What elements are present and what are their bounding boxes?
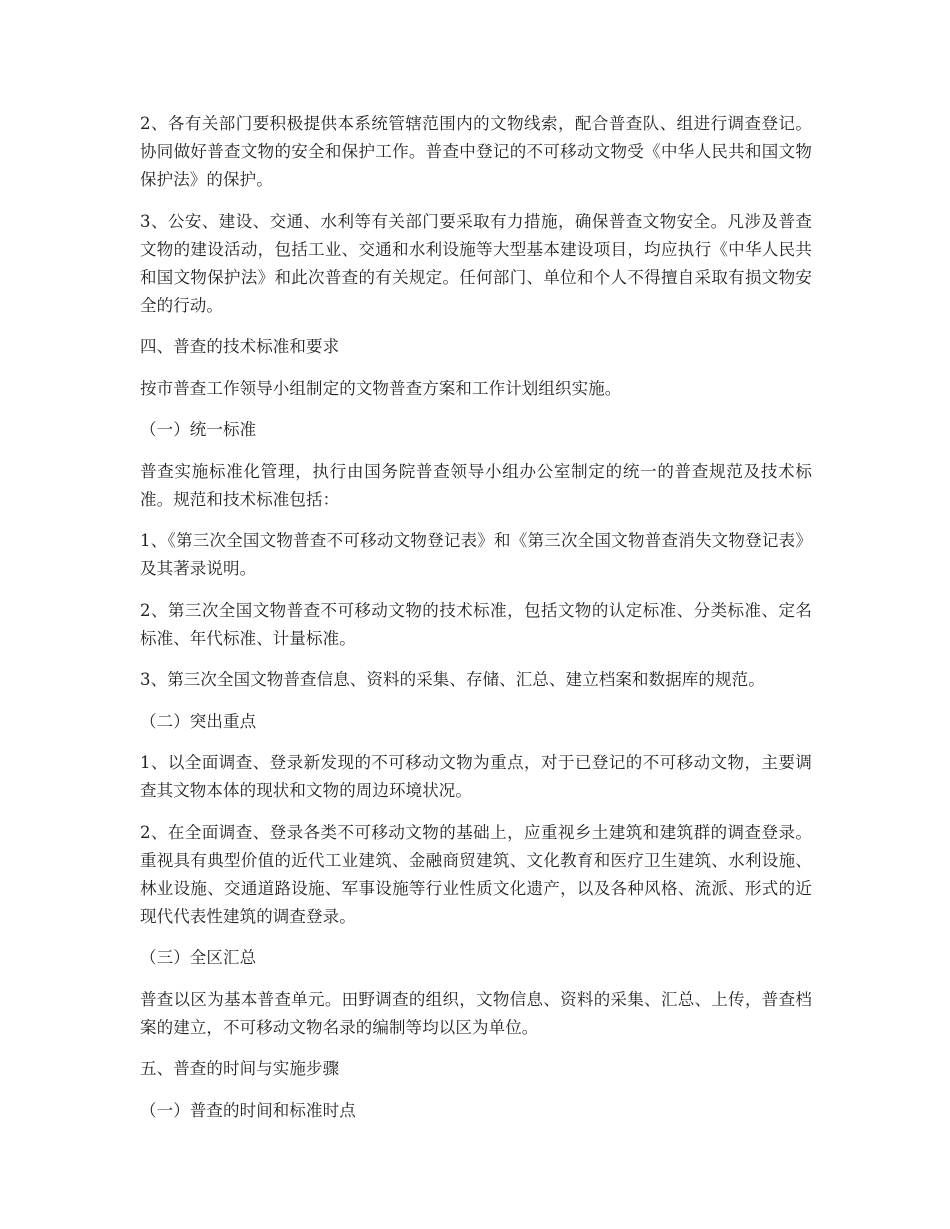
paragraph-departments-cooperation: 2、各有关部门要积极提供本系统管辖范围内的文物线索，配合普查队、组进行调查登记。协同做好普查文物的安全和保护工作。普查中登记的不可移动文物受《中华人民共和国文物保护法》的保护。 <box>140 114 812 189</box>
list-item-registration-forms: 1、《第三次全国文物普查不可移动文物登记表》和《第三次全国文物普查消失文物登记表》及其著录说明。 <box>140 531 812 578</box>
section-heading-schedule: 五、普查的时间与实施步骤 <box>140 1059 340 1078</box>
list-item-comprehensive-survey: 1、以全面调查、登录新发现的不可移动文物为重点，对于已登记的不可移动文物，主要调查其文物本体的现状和文物的周边环境状况。 <box>140 753 812 800</box>
paragraph-standardized-management: 普查实施标准化管理，执行由国务院普查领导小组办公室制定的统一的普查规范及技术标准。规范和技术标准包括： <box>140 461 812 509</box>
paragraph-district-unit: 普查以区为基本普查单元。田野调查的组织，文物信息、资料的采集、汇总、上传，普查档案的建立，不可移动文物名录的编制等均以区为单位。 <box>140 989 812 1037</box>
subheading-unified-standards: （一）统一标准 <box>140 420 257 439</box>
list-item-data-specifications: 3、第三次全国文物普查信息、资料的采集、存储、汇总、建立档案和数据库的规范。 <box>140 670 765 689</box>
paragraph-safety-measures: 3、公安、建设、交通、水利等有关部门要采取有力措施，确保普查文物安全。凡涉及普查文物的建设活动，包括工业、交通和水利设施等大型基本建设项目，均应执行《中华人民共和国文物保护法》和此次普查的有关规定。任何部门、单位和个人不得擅自采取有损文物安全的行动。 <box>140 211 812 315</box>
subheading-district-summary: （三）全区汇总 <box>140 948 257 967</box>
paragraph-implementation-plan: 按市普查工作领导小组制定的文物普查方案和工作计划组织实施。 <box>140 378 622 398</box>
document-body <box>140 110 812 1138</box>
section-heading-technical-standards: 四、普查的技术标准和要求 <box>140 337 340 356</box>
list-item-technical-standards: 2、第三次全国文物普查不可移动文物的技术标准，包括文物的认定标准、分类标准、定名标准、年代标准、计量标准。 <box>140 600 812 648</box>
subheading-key-focus: （二）突出重点 <box>140 711 257 731</box>
subheading-survey-time: （一）普查的时间和标准时点 <box>140 1100 356 1120</box>
list-item-vernacular-architecture: 2、在全面调查、登录各类不可移动文物的基础上，应重视乡土建筑和建筑群的调查登录。重视具有典型价值的近代工业建筑、金融商贸建筑、文化教育和医疗卫生建筑、水利设施、林业设施、交通道路设施、军事设施等行业性质文化遗产，以及各种风格、流派、形式的近现代代表性建筑的调查登录。 <box>140 822 812 926</box>
